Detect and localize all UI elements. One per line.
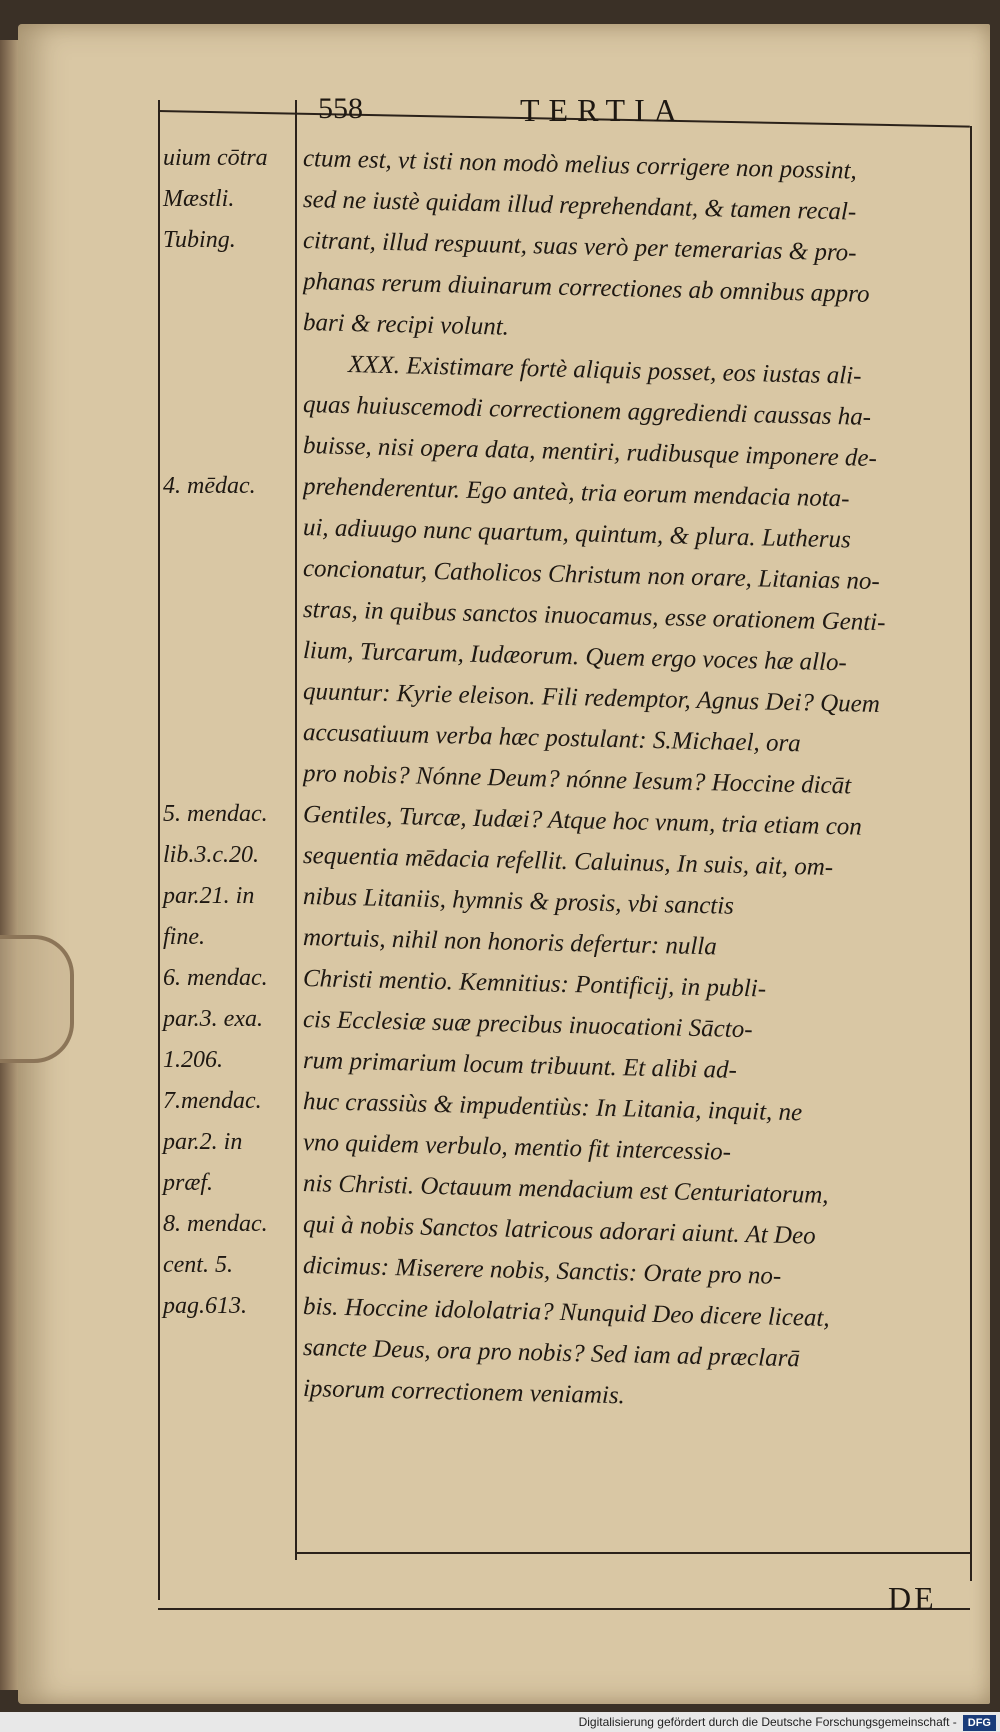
body-line: quuntur: Kyrie eleison. Fili redemptor, Agnus Dei? Quem	[302, 678, 881, 719]
frame-bottom-rule	[295, 1552, 970, 1554]
margin-note: 5. mendac.	[163, 801, 268, 827]
margin-note: lib.3.c.20.	[163, 842, 259, 868]
frame-inner-rule	[295, 100, 297, 1560]
margin-note: 8. mendac.	[163, 1211, 268, 1237]
margin-note: pag.613.	[163, 1293, 247, 1319]
body-line: ui, adiuugo nunc quartum, quintum, & plura. Lutherus	[302, 514, 852, 554]
margin-note	[163, 425, 293, 466]
body-line: stras, in quibus sanctos inuocamus, esse orationem Genti-	[302, 596, 886, 637]
body-line: concionatur, Catholicos Christum non orare, Litanias no-	[302, 555, 881, 596]
body-line: mortuis, nihil non honoris defertur: nulla	[302, 924, 718, 961]
margin-notes	[163, 138, 293, 1327]
page-number: 558	[318, 92, 363, 125]
body-line: accusatiuum verba hæc postulant: S.Michael, ora	[302, 719, 802, 758]
body-line: cis Ecclesiæ suæ precibus inuocationi Sācto-	[302, 1006, 753, 1044]
body-line: qui à nobis Sanctos latricous adorari aiunt. At Deo	[302, 1211, 816, 1250]
margin-note	[163, 753, 293, 794]
body-line: Christi mentio. Kemnitius: Pontificij, in publi-	[302, 965, 767, 1003]
margin-note: præf.	[163, 1170, 214, 1196]
body-line: prehenderentur. Ego anteà, tria eorum mendacia nota-	[302, 473, 850, 513]
body-line: phanas rerum diuinarum correctiones ab omnibus appro	[302, 268, 870, 308]
margin-note: uium cōtra	[163, 145, 268, 171]
body-line: dicimus: Miserere nobis, Sanctis: Orate pro no-	[302, 1252, 782, 1290]
margin-note	[163, 712, 293, 753]
body-line: citrant, illud respuunt, suas verò per temerarias & pro-	[302, 227, 857, 267]
margin-note	[163, 384, 293, 425]
margin-note: Mæstli.	[163, 186, 235, 212]
body-line: bis. Hoccine idololatria? Nunquid Deo dicere liceat,	[302, 1293, 830, 1332]
body-line: sed ne iustè quidam illud reprehendant, & tamen recal-	[302, 186, 857, 226]
margin-note: 4. mēdac.	[163, 473, 256, 499]
body-line: quas huiuscemodi correctionem aggrediendi caussas ha-	[302, 391, 872, 431]
margin-note: 7.mendac.	[163, 1088, 262, 1114]
body-line: XXX. Existimare fortè aliquis posset, eos iustas ali-	[347, 351, 862, 390]
margin-note: Tubing.	[163, 227, 236, 253]
margin-note	[163, 589, 293, 630]
margin-note: par.21. in	[163, 883, 255, 909]
body-line: huc crassiùs & impudentiùs: In Litania, inquit, ne	[302, 1088, 803, 1127]
frame-catchword-rule	[158, 1608, 970, 1610]
body-line: ipsorum correctionem veniamis.	[302, 1375, 626, 1410]
margin-note	[163, 343, 293, 384]
body-line: nibus Litaniis, hymnis & prosis, vbi sanctis	[302, 883, 735, 920]
margin-note	[163, 302, 293, 343]
body-line: vno quidem verbulo, mentio fit intercessio-	[302, 1129, 732, 1166]
margin-note: par.2. in	[163, 1129, 243, 1155]
margin-note	[163, 507, 293, 548]
body-line: buisse, nisi opera data, mentiri, rudibusque imponere de-	[302, 432, 878, 473]
body-line: rum primarium locum tribuunt. Et alibi ad-	[302, 1047, 738, 1084]
dfg-logo: DFG	[963, 1715, 996, 1731]
margin-note: fine.	[163, 924, 205, 950]
margin-note	[163, 548, 293, 589]
running-title: TERTIA	[520, 92, 686, 128]
body-line: Gentiles, Turcæ, Iudæi? Atque hoc vnum, tria etiam con	[302, 801, 863, 841]
margin-note: 1.206.	[163, 1047, 223, 1073]
book-clasp	[0, 935, 74, 1063]
body-text	[303, 138, 963, 1409]
margin-note: par.3. exa.	[163, 1006, 263, 1032]
body-line: nis Christi. Octauum mendacium est Centuriatorum,	[302, 1170, 829, 1209]
margin-note: cent. 5.	[163, 1252, 233, 1278]
margin-note: 6. mendac.	[163, 965, 268, 991]
footer-credit: Digitalisierung gefördert durch die Deutsche Forschungsgemeinschaft -	[578, 1715, 957, 1729]
margin-note	[163, 261, 293, 302]
margin-note	[163, 630, 293, 671]
frame-left-rule	[158, 100, 160, 1600]
frame-right-rule	[970, 126, 972, 1581]
catchword: DE	[888, 1580, 937, 1616]
body-line: sancte Deus, ora pro nobis? Sed iam ad præclarā	[302, 1334, 801, 1373]
body-line: pro nobis? Nónne Deum? nónne Iesum? Hoccine dicāt	[302, 760, 852, 800]
digitization-footer	[0, 1712, 1000, 1732]
margin-note	[163, 671, 293, 712]
body-line: lium, Turcarum, Iudæorum. Quem ergo voces hæ allo-	[302, 637, 848, 677]
body-line: sequentia mēdacia refellit. Caluinus, In suis, ait, om-	[302, 842, 834, 882]
body-line: bari & recipi volunt.	[302, 309, 510, 341]
body-line: ctum est, vt isti non modò melius corrigere non possint,	[302, 145, 858, 185]
